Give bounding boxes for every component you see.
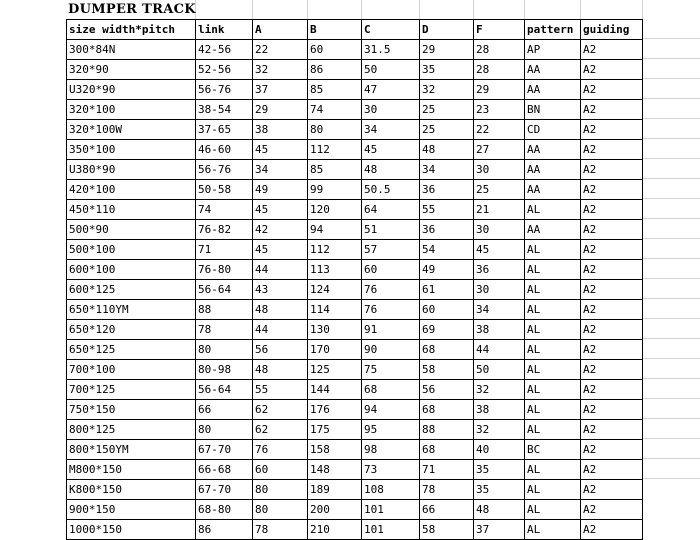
cell-guiding[interactable]: A2 xyxy=(581,360,643,380)
cell-size[interactable]: 700*100 xyxy=(67,360,196,380)
table-row xyxy=(67,400,643,420)
cell-b[interactable]: 158 xyxy=(308,440,362,460)
table-row xyxy=(67,160,643,180)
cell-link[interactable]: 86 xyxy=(196,520,253,540)
cell-d[interactable]: 36 xyxy=(420,180,474,200)
cell-size[interactable]: 650*125 xyxy=(67,340,196,360)
gridline xyxy=(252,0,253,19)
cell-b[interactable]: 124 xyxy=(308,280,362,300)
cell-a[interactable]: 80 xyxy=(253,500,308,520)
cell-size[interactable]: 320*100W xyxy=(67,120,196,140)
cell-f[interactable]: 36 xyxy=(474,260,525,280)
cell-d[interactable]: 55 xyxy=(420,200,474,220)
cell-size[interactable]: 800*125 xyxy=(67,420,196,440)
cell-guiding[interactable]: A2 xyxy=(581,220,643,240)
cell-b[interactable]: 113 xyxy=(308,260,362,280)
table-row xyxy=(67,120,643,140)
cell-a[interactable]: 38 xyxy=(253,120,308,140)
cell-b[interactable]: 125 xyxy=(308,360,362,380)
cell-b[interactable]: 130 xyxy=(308,320,362,340)
cell-link[interactable]: 66-68 xyxy=(196,460,253,480)
cell-d[interactable]: 54 xyxy=(420,240,474,260)
cell-c[interactable]: 76 xyxy=(362,300,420,320)
cell-a[interactable]: 45 xyxy=(253,200,308,220)
cell-pattern[interactable]: AA xyxy=(525,60,581,80)
cell-d[interactable]: 71 xyxy=(420,460,474,480)
cell-a[interactable]: 62 xyxy=(253,420,308,440)
cell-f[interactable]: 50 xyxy=(474,360,525,380)
cell-a[interactable]: 78 xyxy=(253,520,308,540)
cell-pattern[interactable]: CD xyxy=(525,120,581,140)
cell-c[interactable]: 34 xyxy=(362,120,420,140)
cell-size[interactable]: 500*90 xyxy=(67,220,196,240)
gridline xyxy=(524,0,525,19)
cell-guiding[interactable]: A2 xyxy=(581,340,643,360)
cell-c[interactable]: 48 xyxy=(362,160,420,180)
table-row xyxy=(67,460,643,480)
cell-b[interactable]: 86 xyxy=(308,60,362,80)
cell-d[interactable]: 48 xyxy=(420,140,474,160)
cell-guiding[interactable]: A2 xyxy=(581,480,643,500)
cell-a[interactable]: 42 xyxy=(253,220,308,240)
cell-size[interactable]: 750*150 xyxy=(67,400,196,420)
cell-link[interactable]: 56-76 xyxy=(196,160,253,180)
cell-a[interactable]: 43 xyxy=(253,280,308,300)
cell-c[interactable]: 90 xyxy=(362,340,420,360)
cell-a[interactable]: 76 xyxy=(253,440,308,460)
table-row xyxy=(67,260,643,280)
cell-size[interactable]: 300*84N xyxy=(67,40,196,60)
cell-guiding[interactable]: A2 xyxy=(581,80,643,100)
cell-a[interactable]: 55 xyxy=(253,380,308,400)
column-header-pattern[interactable]: pattern xyxy=(525,20,581,40)
cell-a[interactable]: 60 xyxy=(253,460,308,480)
cell-link[interactable]: 88 xyxy=(196,300,253,320)
cell-size[interactable]: 320*100 xyxy=(67,100,196,120)
cell-size[interactable]: 650*120 xyxy=(67,320,196,340)
cell-guiding[interactable]: A2 xyxy=(581,140,643,160)
cell-c[interactable]: 101 xyxy=(362,520,420,540)
cell-c[interactable]: 108 xyxy=(362,480,420,500)
cell-b[interactable]: 114 xyxy=(308,300,362,320)
cell-pattern[interactable]: BN xyxy=(525,100,581,120)
cell-guiding[interactable]: A2 xyxy=(581,380,643,400)
cell-f[interactable]: 34 xyxy=(474,300,525,320)
cell-link[interactable]: 68-80 xyxy=(196,500,253,520)
cell-a[interactable]: 80 xyxy=(253,480,308,500)
cell-guiding[interactable]: A2 xyxy=(581,300,643,320)
cell-link[interactable]: 74 xyxy=(196,200,253,220)
cell-a[interactable]: 62 xyxy=(253,400,308,420)
cell-f[interactable]: 38 xyxy=(474,320,525,340)
cell-pattern[interactable]: AL xyxy=(525,380,581,400)
column-header-d[interactable]: D xyxy=(420,20,474,40)
cell-f[interactable]: 27 xyxy=(474,140,525,160)
cell-c[interactable]: 75 xyxy=(362,360,420,380)
cell-f[interactable]: 40 xyxy=(474,440,525,460)
cell-link[interactable]: 78 xyxy=(196,320,253,340)
cell-f[interactable]: 30 xyxy=(474,280,525,300)
cell-b[interactable]: 60 xyxy=(308,40,362,60)
cell-pattern[interactable]: AL xyxy=(525,260,581,280)
cell-size[interactable]: 500*100 xyxy=(67,240,196,260)
table-row xyxy=(67,280,643,300)
cell-guiding[interactable]: A2 xyxy=(581,160,643,180)
cell-pattern[interactable]: AA xyxy=(525,160,581,180)
cell-c[interactable]: 45 xyxy=(362,140,420,160)
cell-d[interactable]: 61 xyxy=(420,280,474,300)
cell-b[interactable]: 170 xyxy=(308,340,362,360)
cell-pattern[interactable]: AL xyxy=(525,320,581,340)
cell-c[interactable]: 60 xyxy=(362,260,420,280)
cell-guiding[interactable]: A2 xyxy=(581,120,643,140)
cell-d[interactable]: 29 xyxy=(420,40,474,60)
dumper-track-table xyxy=(66,19,643,540)
cell-b[interactable]: 200 xyxy=(308,500,362,520)
cell-link[interactable]: 80 xyxy=(196,420,253,440)
cell-b[interactable]: 120 xyxy=(308,200,362,220)
cell-a[interactable]: 34 xyxy=(253,160,308,180)
cell-b[interactable]: 80 xyxy=(308,120,362,140)
cell-d[interactable]: 68 xyxy=(420,340,474,360)
table-row xyxy=(67,500,643,520)
cell-f[interactable]: 30 xyxy=(474,220,525,240)
cell-guiding[interactable]: A2 xyxy=(581,180,643,200)
table-row xyxy=(67,60,643,80)
cell-guiding[interactable]: A2 xyxy=(581,440,643,460)
table-row xyxy=(67,180,643,200)
cell-c[interactable]: 76 xyxy=(362,280,420,300)
cell-size[interactable]: 450*110 xyxy=(67,200,196,220)
cell-size[interactable]: 1000*150 xyxy=(67,520,196,540)
cell-f[interactable]: 25 xyxy=(474,180,525,200)
cell-b[interactable]: 85 xyxy=(308,160,362,180)
cell-a[interactable]: 32 xyxy=(253,60,308,80)
cell-guiding[interactable]: A2 xyxy=(581,60,643,80)
cell-size[interactable]: U380*90 xyxy=(67,160,196,180)
cell-d[interactable]: 56 xyxy=(420,380,474,400)
cell-a[interactable]: 45 xyxy=(253,140,308,160)
cell-c[interactable]: 94 xyxy=(362,400,420,420)
cell-guiding[interactable]: A2 xyxy=(581,320,643,340)
cell-d[interactable]: 88 xyxy=(420,420,474,440)
table-row xyxy=(67,240,643,260)
cell-d[interactable]: 58 xyxy=(420,520,474,540)
cell-b[interactable]: 74 xyxy=(308,100,362,120)
cell-pattern[interactable]: AA xyxy=(525,220,581,240)
table-row xyxy=(67,80,643,100)
header-row xyxy=(67,20,643,40)
cell-d[interactable]: 32 xyxy=(420,80,474,100)
table-row xyxy=(67,520,643,540)
cell-link[interactable]: 80-98 xyxy=(196,360,253,380)
column-header-b[interactable]: B xyxy=(308,20,362,40)
cell-guiding[interactable]: A2 xyxy=(581,280,643,300)
cell-c[interactable]: 50.5 xyxy=(362,180,420,200)
cell-pattern[interactable]: AL xyxy=(525,340,581,360)
cell-size[interactable]: 600*100 xyxy=(67,260,196,280)
cell-f[interactable]: 21 xyxy=(474,200,525,220)
cell-b[interactable]: 94 xyxy=(308,220,362,240)
cell-f[interactable]: 35 xyxy=(474,460,525,480)
cell-c[interactable]: 57 xyxy=(362,240,420,260)
cell-d[interactable]: 25 xyxy=(420,120,474,140)
cell-link[interactable]: 50-58 xyxy=(196,180,253,200)
column-header-size[interactable]: size width*pitch xyxy=(67,20,196,40)
cell-a[interactable]: 44 xyxy=(253,320,308,340)
cell-f[interactable]: 32 xyxy=(474,380,525,400)
cell-size[interactable]: 320*90 xyxy=(67,60,196,80)
cell-link[interactable]: 67-70 xyxy=(196,480,253,500)
cell-c[interactable]: 50 xyxy=(362,60,420,80)
cell-size[interactable]: 650*110YM xyxy=(67,300,196,320)
column-header-c[interactable]: C xyxy=(362,20,420,40)
column-header-guiding[interactable]: guiding xyxy=(581,20,643,40)
empty-cells-area xyxy=(642,19,700,483)
cell-a[interactable]: 44 xyxy=(253,260,308,280)
cell-pattern[interactable]: AA xyxy=(525,140,581,160)
cell-f[interactable]: 23 xyxy=(474,100,525,120)
cell-b[interactable]: 210 xyxy=(308,520,362,540)
cell-c[interactable]: 91 xyxy=(362,320,420,340)
cell-f[interactable]: 22 xyxy=(474,120,525,140)
cell-b[interactable]: 148 xyxy=(308,460,362,480)
cell-d[interactable]: 66 xyxy=(420,500,474,520)
table-row xyxy=(67,140,643,160)
cell-d[interactable]: 68 xyxy=(420,440,474,460)
cell-a[interactable]: 56 xyxy=(253,340,308,360)
cell-c[interactable]: 68 xyxy=(362,380,420,400)
cell-size[interactable]: 350*100 xyxy=(67,140,196,160)
cell-pattern[interactable]: AL xyxy=(525,520,581,540)
cell-d[interactable]: 35 xyxy=(420,60,474,80)
cell-c[interactable]: 73 xyxy=(362,460,420,480)
cell-link[interactable]: 52-56 xyxy=(196,60,253,80)
table-row xyxy=(67,340,643,360)
cell-b[interactable]: 189 xyxy=(308,480,362,500)
table-row xyxy=(67,420,643,440)
cell-d[interactable]: 36 xyxy=(420,220,474,240)
cell-pattern[interactable]: AL xyxy=(525,300,581,320)
gridline xyxy=(642,0,643,19)
cell-pattern[interactable]: AL xyxy=(525,280,581,300)
cell-guiding[interactable]: A2 xyxy=(581,260,643,280)
cell-pattern[interactable]: AL xyxy=(525,360,581,380)
column-header-f[interactable]: F xyxy=(474,20,525,40)
table-row xyxy=(67,220,643,240)
cell-f[interactable]: 32 xyxy=(474,420,525,440)
cell-link[interactable]: 56-64 xyxy=(196,280,253,300)
cell-guiding[interactable]: A2 xyxy=(581,520,643,540)
cell-guiding[interactable]: A2 xyxy=(581,420,643,440)
cell-c[interactable]: 30 xyxy=(362,100,420,120)
cell-pattern[interactable]: AL xyxy=(525,500,581,520)
cell-pattern[interactable]: BC xyxy=(525,440,581,460)
table-row xyxy=(67,440,643,460)
cell-pattern[interactable]: AL xyxy=(525,200,581,220)
cell-c[interactable]: 98 xyxy=(362,440,420,460)
cell-guiding[interactable]: A2 xyxy=(581,460,643,480)
column-header-a[interactable]: A xyxy=(253,20,308,40)
cell-c[interactable]: 47 xyxy=(362,80,420,100)
cell-guiding[interactable]: A2 xyxy=(581,200,643,220)
cell-b[interactable]: 176 xyxy=(308,400,362,420)
cell-a[interactable]: 29 xyxy=(253,100,308,120)
cell-size[interactable]: 800*150YM xyxy=(67,440,196,460)
cell-pattern[interactable]: AP xyxy=(525,40,581,60)
cell-f[interactable]: 28 xyxy=(474,60,525,80)
cell-d[interactable]: 69 xyxy=(420,320,474,340)
table-row xyxy=(67,40,643,60)
gridline xyxy=(580,0,581,19)
cell-b[interactable]: 175 xyxy=(308,420,362,440)
cell-f[interactable]: 48 xyxy=(474,500,525,520)
cell-guiding[interactable]: A2 xyxy=(581,40,643,60)
cell-a[interactable]: 49 xyxy=(253,180,308,200)
cell-f[interactable]: 45 xyxy=(474,240,525,260)
cell-f[interactable]: 28 xyxy=(474,40,525,60)
gridline xyxy=(419,0,420,19)
cell-c[interactable]: 95 xyxy=(362,420,420,440)
cell-d[interactable]: 34 xyxy=(420,160,474,180)
cell-link[interactable]: 56-76 xyxy=(196,80,253,100)
cell-size[interactable]: 600*125 xyxy=(67,280,196,300)
cell-d[interactable]: 49 xyxy=(420,260,474,280)
cell-d[interactable]: 78 xyxy=(420,480,474,500)
cell-size[interactable]: M800*150 xyxy=(67,460,196,480)
cell-size[interactable]: 900*150 xyxy=(67,500,196,520)
cell-d[interactable]: 68 xyxy=(420,400,474,420)
cell-c[interactable]: 64 xyxy=(362,200,420,220)
cell-link[interactable]: 67-70 xyxy=(196,440,253,460)
cell-f[interactable]: 37 xyxy=(474,520,525,540)
cell-b[interactable]: 85 xyxy=(308,80,362,100)
cell-f[interactable]: 29 xyxy=(474,80,525,100)
cell-size[interactable]: 700*125 xyxy=(67,380,196,400)
cell-link[interactable]: 46-60 xyxy=(196,140,253,160)
cell-f[interactable]: 38 xyxy=(474,400,525,420)
gridline xyxy=(473,0,474,19)
cell-guiding[interactable]: A2 xyxy=(581,100,643,120)
cell-a[interactable]: 48 xyxy=(253,300,308,320)
cell-b[interactable]: 144 xyxy=(308,380,362,400)
cell-c[interactable]: 101 xyxy=(362,500,420,520)
cell-guiding[interactable]: A2 xyxy=(581,400,643,420)
table-row xyxy=(67,300,643,320)
cell-link[interactable]: 71 xyxy=(196,240,253,260)
cell-b[interactable]: 99 xyxy=(308,180,362,200)
cell-pattern[interactable]: AL xyxy=(525,460,581,480)
cell-f[interactable]: 30 xyxy=(474,160,525,180)
cell-a[interactable]: 37 xyxy=(253,80,308,100)
cell-d[interactable]: 58 xyxy=(420,360,474,380)
table-row xyxy=(67,320,643,340)
cell-size[interactable]: 420*100 xyxy=(67,180,196,200)
cell-link[interactable]: 38-54 xyxy=(196,100,253,120)
cell-pattern[interactable]: AL xyxy=(525,240,581,260)
cell-pattern[interactable]: AL xyxy=(525,420,581,440)
cell-pattern[interactable]: AA xyxy=(525,80,581,100)
cell-pattern[interactable]: AL xyxy=(525,400,581,420)
table-row xyxy=(67,100,643,120)
table-row xyxy=(67,380,643,400)
cell-a[interactable]: 45 xyxy=(253,240,308,260)
cell-c[interactable]: 31.5 xyxy=(362,40,420,60)
cell-link[interactable]: 56-64 xyxy=(196,380,253,400)
cell-link[interactable]: 76-80 xyxy=(196,260,253,280)
cell-a[interactable]: 22 xyxy=(253,40,308,60)
cell-b[interactable]: 112 xyxy=(308,140,362,160)
cell-guiding[interactable]: A2 xyxy=(581,500,643,520)
gridline xyxy=(361,0,362,19)
cell-pattern[interactable]: AL xyxy=(525,480,581,500)
cell-a[interactable]: 48 xyxy=(253,360,308,380)
column-header-link[interactable]: link xyxy=(196,20,253,40)
sheet-title[interactable]: DUMPER TRACK xyxy=(68,2,196,17)
cell-b[interactable]: 112 xyxy=(308,240,362,260)
cell-size[interactable]: K800*150 xyxy=(67,480,196,500)
cell-size[interactable]: U320*90 xyxy=(67,80,196,100)
cell-link[interactable]: 42-56 xyxy=(196,40,253,60)
cell-guiding[interactable]: A2 xyxy=(581,240,643,260)
table-row xyxy=(67,360,643,380)
cell-c[interactable]: 51 xyxy=(362,220,420,240)
cell-link[interactable]: 76-82 xyxy=(196,220,253,240)
cell-f[interactable]: 44 xyxy=(474,340,525,360)
cell-link[interactable]: 80 xyxy=(196,340,253,360)
gridline xyxy=(307,0,308,19)
cell-d[interactable]: 60 xyxy=(420,300,474,320)
table-row xyxy=(67,200,643,220)
cell-link[interactable]: 66 xyxy=(196,400,253,420)
cell-d[interactable]: 25 xyxy=(420,100,474,120)
cell-link[interactable]: 37-65 xyxy=(196,120,253,140)
cell-f[interactable]: 35 xyxy=(474,480,525,500)
cell-pattern[interactable]: AA xyxy=(525,180,581,200)
